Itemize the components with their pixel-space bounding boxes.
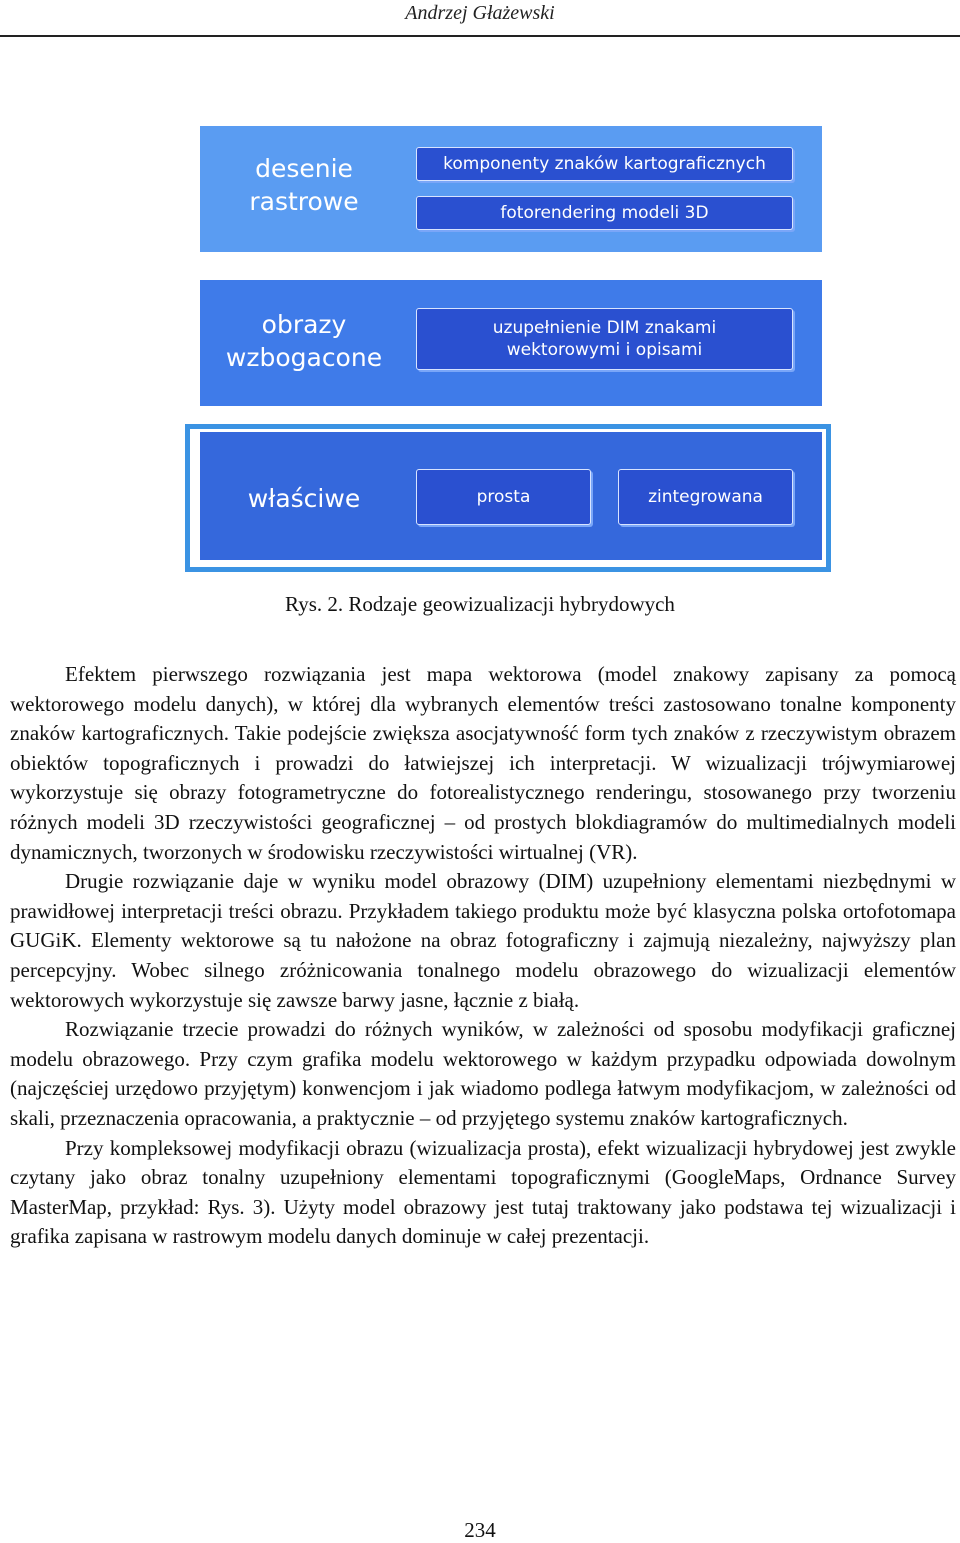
paragraph: Rozwiązanie trzecie prowadzi do różnych wyników, w zależności od sposobu modyfikacji graficznej modelu obrazowego. Przy czym grafika modelu wektorowego w każdym przypadku odpowiada dowolnym (najczęściej urzędowo przyjętym) konwencjom i jak wiadomo podlega łatwym modyfikacjom, w zależności od skali, przeznaczenia opracowania, a praktycznie – od przyjętego systemu znaków kartograficznych. (10, 1017, 956, 1130)
band1-label: desenie rastrowe (249, 154, 359, 216)
band2-label: obrazy wzbogacone (225, 310, 383, 372)
hybrid-geovisualization-diagram (0, 0, 960, 590)
paragraph: Efektem pierwszego rozwiązania jest mapa wektorowa (model znakowy zapisany za pomocą wektorowego modelu danych), w której dla wybranych elementów treści zastosowano tonalne komponenty znaków kartograficznych. Takie podejście zwiększa asocjatywność form tych znaków z rzeczywistym obrazem obiektów topograficznych i prowadzi do łatwiejszej ich interpretacji. W wizualizacji trójwymiarowej wykorzystuje się obrazy fotogrametryczne do fotorealistycznego renderingu, stosowanego przy tworzeniu różnych modeli 3D rzeczywistości geograficznej – od prostych blokdiagramów do multimedialnych modeli dynamicznych, tworzonych w środowisku rzeczywistości wirtualnej (VR). (10, 662, 956, 864)
band3-item-simple: prosta (416, 469, 591, 525)
band1-item-photorendering: fotorendering modeli 3D (416, 196, 793, 230)
band2-item-dim-supplement: uzupełnienie DIM znakami wektorowymi i opisami (416, 308, 793, 370)
header-author: Andrzej Głażewski (405, 2, 555, 24)
paragraph: Przy kompleksowej modyfikacji obrazu (wizualizacja prosta), efekt wizualizacji hybrydowej jest zwykle czytany jako obraz tonalny uzupełniony elementami topograficznymi (GoogleMaps, Ordnance Survey MasterMap, przykład: Rys. 3). Użyty model obrazowy jest tutaj traktowany jako podstawa tej wizualizacji i grafika zapisana w rastrowym modelu danych dominuje w całej prezentacji. (10, 1135, 956, 1249)
band1-item-components: komponenty znaków kartograficznych (416, 147, 793, 181)
figure-caption: Rys. 2. Rodzaje geowizualizacji hybrydowych (285, 592, 675, 616)
band3-item-integrated: zintegrowana (618, 469, 793, 525)
paragraph: Drugie rozwiązanie daje w wyniku model obrazowy (DIM) uzupełniony elementami niezbędnymi w prawidłowej interpretacji treści obrazu. Przykładem takiego produktu może być klasyczna polska ortofotomapa GUGiK. Elementy wektorowe są tu nałożone na obraz fotograficzny i zajmują niezależny, najwyższy plan percepcyjny. Wobec silnego zróżnicowania tonalnego modelu obrazowego do wizualizacji elementów wektorowych wykorzystuje się zawsze barwy jasne, łącznie z białą. (10, 869, 956, 1012)
band3-label: właściwe (247, 484, 361, 513)
body-text (10, 660, 956, 1252)
page-number: 234 (464, 1518, 496, 1542)
